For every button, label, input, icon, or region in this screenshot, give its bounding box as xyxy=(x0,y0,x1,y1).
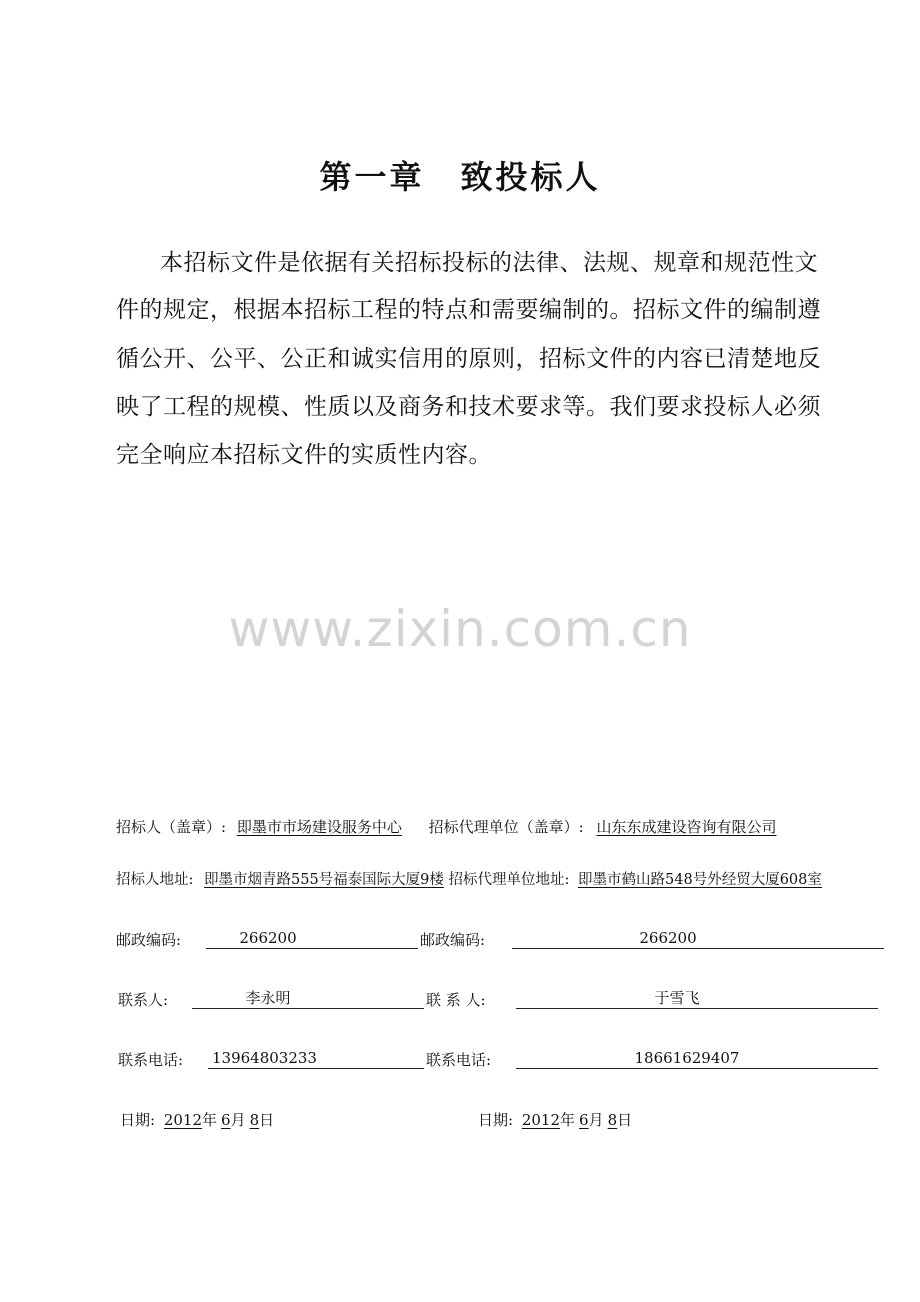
watermark: www.zixin.com.cn xyxy=(228,600,692,658)
date-day: 8 xyxy=(607,1111,618,1129)
agent-postcode-label: 邮政编码: xyxy=(420,931,486,949)
day-unit: 日 xyxy=(259,1111,275,1129)
year-unit: 年 xyxy=(202,1111,218,1129)
date-label: 日期: xyxy=(478,1111,514,1129)
agent-contact-label: 联 系 人: xyxy=(426,991,486,1009)
tenderer-address-label: 招标人地址: xyxy=(116,872,194,888)
body-line-5: 完全响应本招标文件的实质性内容。 xyxy=(116,442,492,468)
agent-phone: 18661629407 xyxy=(516,1048,878,1069)
date-year: 2012 xyxy=(163,1111,203,1129)
tenderer-contact: 李永明 xyxy=(192,988,424,1009)
month-unit: 月 xyxy=(588,1111,604,1129)
date-label: 日期: xyxy=(120,1111,156,1129)
agent-contact: 于雪飞 xyxy=(516,988,878,1009)
signature-row-1 xyxy=(116,816,777,837)
day-unit: 日 xyxy=(617,1111,633,1129)
chapter-heading: 致投标人 xyxy=(460,158,601,196)
tenderer-name: 即墨市市场建设服务中心 xyxy=(236,818,402,836)
tenderer-date xyxy=(120,1109,274,1130)
body-line-2: 件的规定，根据本招标工程的特点和需要编制的。招标文件的编制遵 xyxy=(116,297,821,323)
tenderer-postcode-label: 邮政编码: xyxy=(116,931,182,949)
tenderer-contact-label: 联系人: xyxy=(118,991,169,1009)
chapter-number: 第一章 xyxy=(319,158,425,196)
year-unit: 年 xyxy=(560,1111,576,1129)
date-month: 6 xyxy=(579,1111,589,1129)
agent-date xyxy=(478,1109,632,1130)
tenderer-seal-label: 招标人（盖章）: xyxy=(116,818,227,836)
body-line-4: 映了工程的规模、性质以及商务和技术要求等。我们要求投标人必须 xyxy=(116,394,821,420)
tenderer-phone-label: 联系电话: xyxy=(118,1051,184,1069)
body-line-1: 本招标文件是依据有关招标投标的法律、法规、规章和规范性文 xyxy=(160,250,818,276)
date-day: 8 xyxy=(249,1111,260,1129)
agent-postcode: 266200 xyxy=(512,928,884,949)
agent-name: 山东东成建设咨询有限公司 xyxy=(596,818,777,836)
tenderer-phone: 13964803233 xyxy=(208,1048,424,1069)
body-line-3: 循公开、公平、公正和诚实信用的原则，招标文件的内容已清楚地反 xyxy=(116,346,821,372)
agent-address: 即墨市鹤山路548号外经贸大厦608室 xyxy=(578,872,822,888)
agent-seal-label: 招标代理单位（盖章）: xyxy=(428,818,584,836)
tenderer-postcode: 266200 xyxy=(206,928,418,949)
agent-phone-label: 联系电话: xyxy=(426,1051,492,1069)
chapter-title xyxy=(0,152,920,198)
date-month: 6 xyxy=(221,1111,231,1129)
agent-address-label: 招标代理单位地址: xyxy=(448,872,570,888)
tenderer-address: 即墨市烟青路555号福泰国际大厦9楼 xyxy=(204,872,444,888)
month-unit: 月 xyxy=(230,1111,246,1129)
date-year: 2012 xyxy=(521,1111,561,1129)
signature-row-2 xyxy=(116,868,822,889)
